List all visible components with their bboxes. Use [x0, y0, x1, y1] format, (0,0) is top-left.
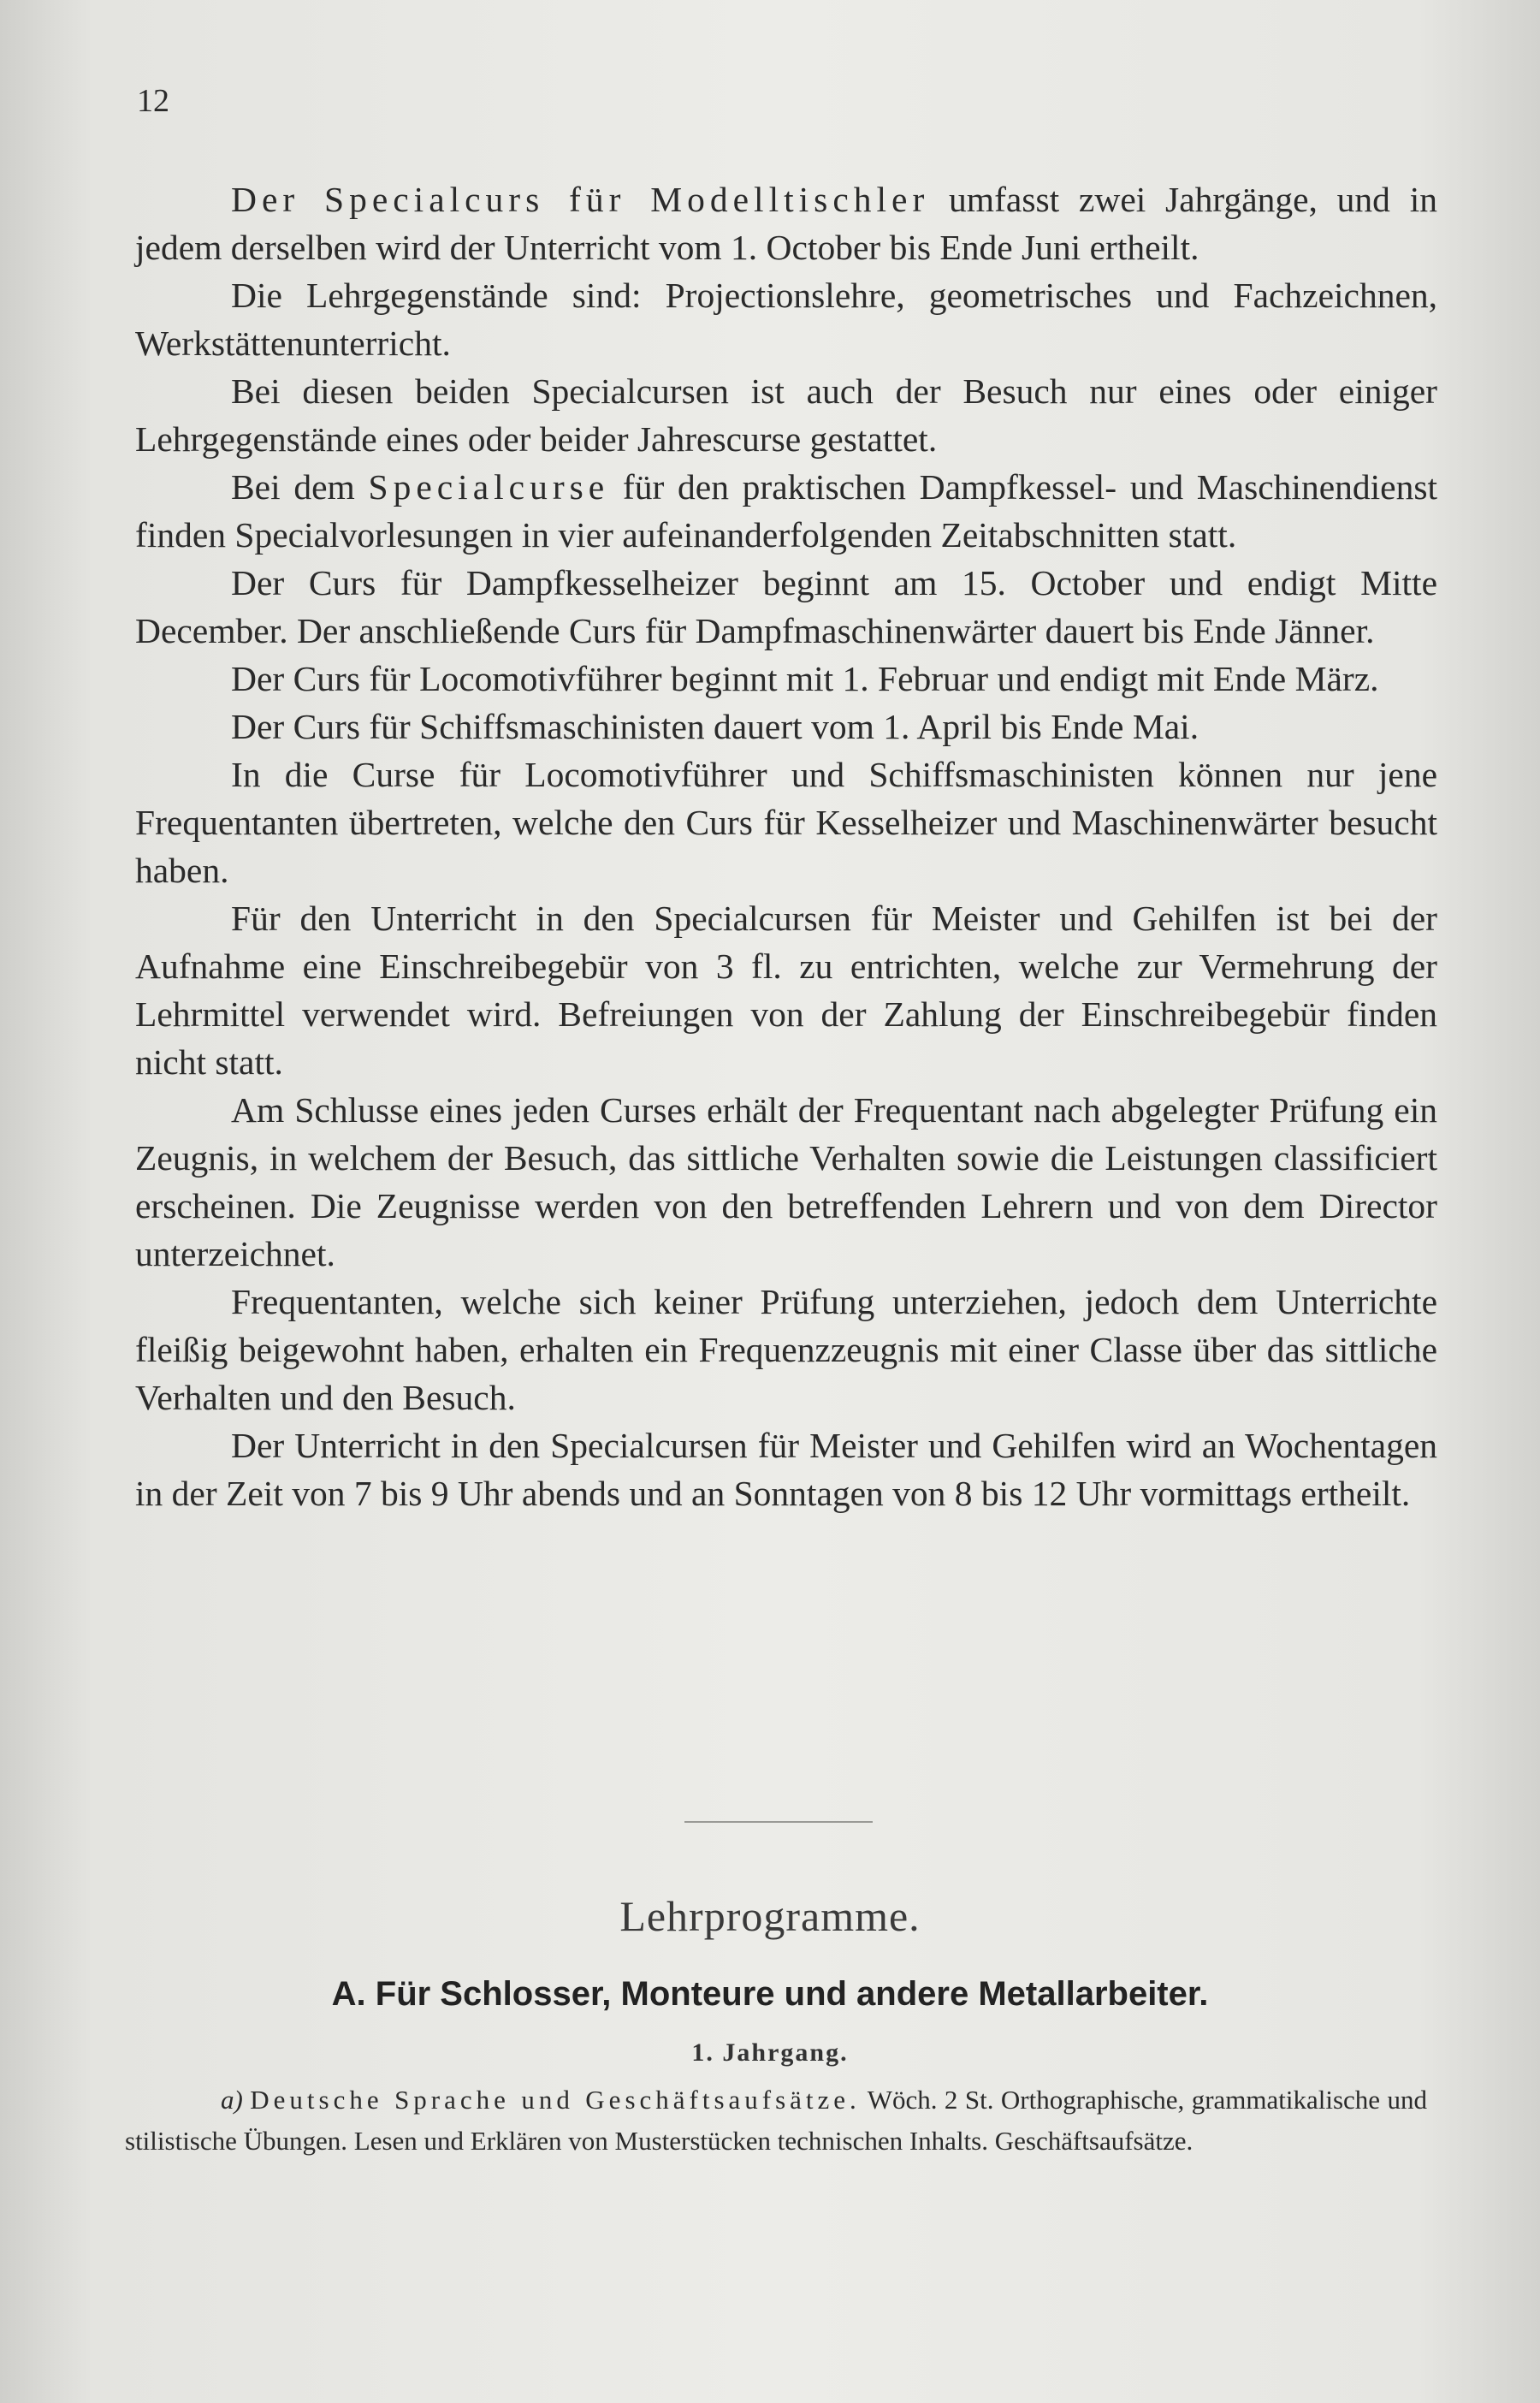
paragraph-lehrgegenstaende: Die Lehrgegenstände sind: Projectionslehre, geometrisches und Fachzeichnen, Werkstättenunterricht.	[135, 276, 1437, 363]
course-text: Wöch. 2 St. Orthographische, grammatikalische und stilistische Übungen. Lesen und Erklären von Musterstücken technischen Inhalts. Geschäftsaufsätze.	[125, 2085, 1427, 2156]
paragraph-zeugnis: Am Schlusse eines jeden Curses erhält der Frequentant nach abgelegter Prüfung ein Zeugnis, in welchem der Besuch, das sittliche Verhalten sowie die Leistungen classificiert erscheinen. Die Zeugnisse werden von den betreffenden Lehrern und von dem Director unterzeichnet.	[135, 1090, 1437, 1273]
section-title: Lehrprogramme.	[619, 1892, 921, 1940]
section-subtitle: A. Für Schlosser, Monteure und andere Metallarbeiter.	[331, 1975, 1209, 2013]
paragraph-text: Bei dem	[231, 467, 369, 507]
emphasis-text: Der Specialcurs für Modelltischler	[231, 180, 930, 219]
paragraph-frequenzzeugnis: Frequentanten, welche sich keiner Prüfung unterziehen, jedoch dem Unterrichte fleißig beigewohnt haben, erhalten ein Frequenzzeugnis mit einer Classe über das sittliche Verhalten und den Besuch.	[135, 1282, 1437, 1417]
paragraph-locomotivfuehrer: Der Curs für Locomotivführer beginnt mit 1. Februar und endigt mit Ende März.	[231, 659, 1379, 698]
course-description	[125, 2080, 1427, 2162]
year-heading: 1. Jahrgang.	[691, 2038, 849, 2067]
section-divider	[684, 1821, 873, 1823]
course-marker: a)	[221, 2085, 243, 2115]
paragraph-modelltischler	[135, 175, 1437, 271]
paragraph-uebertritt: In die Curse für Locomotivführer und Schiffsmaschinisten können nur jene Frequentanten übertreten, welche den Curs für Kesselheizer und Maschinenwärter besucht haben.	[135, 755, 1437, 890]
course-name: Deutsche Sprache und Geschäftsaufsätze.	[250, 2085, 861, 2115]
paragraph-schiffsmaschinisten: Der Curs für Schiffsmaschinisten dauert vom 1. April bis Ende Mai.	[231, 707, 1199, 746]
paragraph-text: für den praktischen Dampfkessel- und Maschinendienst finden Specialvorlesungen in vier aufeinanderfolgenden Zeitabschnitten statt.	[135, 467, 1437, 555]
paragraph-unterrichtszeit: Der Unterricht in den Specialcursen für Meister und Gehilfen wird an Wochentagen in der Zeit von 7 bis 9 Uhr abends und an Sonntagen von 8 bis 12 Uhr vormittags ertheilt.	[135, 1426, 1437, 1513]
paragraph-dampfkesselheizer: Der Curs für Dampfkesselheizer beginnt am 15. October und endigt Mitte December. Der anschließende Curs für Dampfmaschinenwärter dauert bis Ende Jänner.	[135, 563, 1437, 650]
page-number: 12	[137, 83, 169, 119]
emphasis-text: Specialcurse	[368, 467, 610, 507]
paragraph-text: umfasst zwei Jahrgänge, und in jedem derselben wird der Unterricht vom 1. October bis Ende Juni ertheilt.	[135, 180, 1437, 267]
paragraph-einschreibegebuer: Für den Unterricht in den Specialcursen für Meister und Gehilfen ist bei der Aufnahme eine Einschreibegebür von 3 fl. zu entrichten, welche zur Vermehrung der Lehrmittel verwendet wird. Befreiungen von der Zahlung der Einschreibegebür finden nicht statt.	[135, 899, 1437, 1082]
body-text	[135, 175, 1437, 1517]
paragraph-dampfkessel	[135, 463, 1437, 559]
paragraph-besuch: Bei diesen beiden Specialcursen ist auch der Besuch nur eines oder einiger Lehrgegenstände eines oder beider Jahrescurse gestattet.	[135, 371, 1437, 459]
